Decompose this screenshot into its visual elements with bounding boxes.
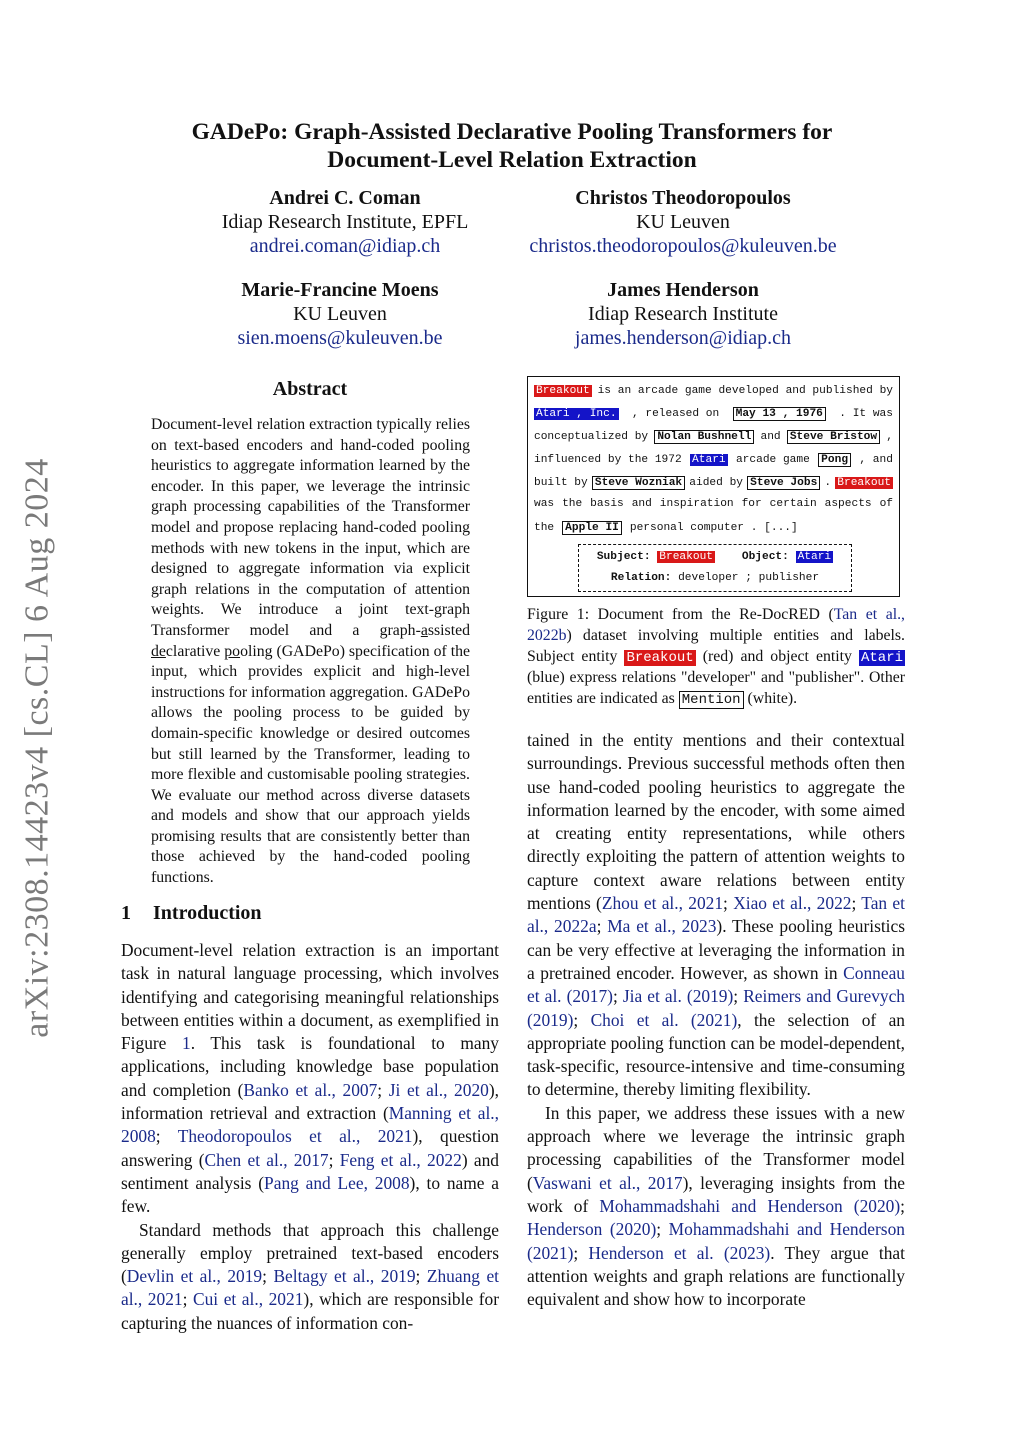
author-name: Marie-Francine Moens [241, 279, 439, 301]
paper-title [120, 118, 904, 174]
text: , the selection of an appropriate pooling function can be model-dependent, task-specific, resource-intensive and time-consuming to determine, thereby limiting flexibility. [527, 1009, 905, 1100]
text: In this paper, we address these issues with a new approach where we leverage the intrinsic graph processing capabilities of the Transformer model ( [527, 1102, 905, 1193]
author-block-coman [200, 186, 490, 258]
text: Document-level relation extraction is an important task in natural language processing, which involves identifying and categorising meaningful relationships between entities within a document, as exemplified in Figure [121, 940, 499, 1054]
entity-mention: Nolan Bushnell [654, 430, 754, 444]
figure-text: . [824, 477, 832, 489]
figure-text: influenced by the 1972 [534, 454, 682, 466]
caption-mention-entity: Mention [679, 691, 744, 709]
figure-text: aided by [689, 477, 743, 489]
text: ; [262, 1266, 274, 1287]
text: ; [656, 1219, 669, 1240]
text: Standard methods that approach this challenge generally employ pretrained text-based encoders ( [121, 1219, 499, 1287]
author-email[interactable]: christos.theodoropoulos@kuleuven.be [529, 235, 837, 257]
figure-text: , released on [631, 408, 720, 420]
author-email[interactable]: james.henderson@idiap.ch [574, 327, 792, 349]
figure-1-caption [527, 605, 905, 711]
figure-text: is an arcade game developed and published by [597, 385, 893, 397]
citation-link[interactable]: Ji et al., 2020 [388, 1079, 489, 1100]
text: ), to name a few. [121, 1172, 499, 1217]
figure-text: and [760, 431, 781, 443]
abstract-part: Document-level relation extraction typically relies on text-based encoders and hand-coded pooling heuristics to aggregate information learned by the encoder. In this paper, we leverage the intrinsic graph processing capabilities of the Transformer model and propose replacing hand-coded pooling methods with new tokens in the input, which are designed to aggregate information via explicit graph relations in the computation of attention weights. We introduce a joint text-graph Transformer model and a [151, 416, 470, 639]
author-email[interactable]: sien.moens@kuleuven.be [237, 327, 443, 349]
author-block-theodoropoulos [510, 186, 856, 258]
figure-text: personal computer . [...] [629, 522, 798, 534]
acronym-rest: raph- [387, 621, 421, 639]
text: ). These pooling heuristics can be very effective at leveraging the information in a pretrained encoder. However, as shown in [527, 916, 905, 983]
figure-text: arcade game [735, 454, 810, 466]
acronym-letter: g [379, 621, 388, 639]
author-name: Christos Theodoropoulos [575, 187, 791, 209]
citation-link[interactable]: Feng et al., 2022 [339, 1149, 462, 1170]
text: Figure 1: Document from the Re-DocRED ( [527, 606, 834, 623]
figure-text: , [886, 431, 893, 443]
text: ; [182, 1289, 193, 1310]
text: ; [573, 1242, 589, 1263]
author-affiliation: KU Leuven [636, 211, 730, 233]
figure-1-document-box [527, 376, 900, 597]
entity-mention: Steve Jobs [747, 476, 820, 490]
text: ; [851, 893, 862, 914]
text: (red) and object entity [695, 647, 859, 665]
figure-text: . It was [839, 408, 893, 420]
author-email[interactable]: andrei.coman@idiap.ch [249, 235, 441, 257]
arxiv-id: arXiv:2308.14423v4 [cs.CL] 6 Aug 2024 [19, 457, 57, 1038]
citation-link[interactable]: Tan et al., 2022a [527, 893, 905, 937]
intro-paragraph-2-continued [527, 729, 905, 1102]
citation-link[interactable]: Pang and Lee, 2008 [264, 1172, 410, 1193]
figure-line-3 [534, 430, 893, 444]
citation-link[interactable]: Reimers and Gurevych (2019) [527, 986, 905, 1030]
text: (blue) express relations "developer" and "publisher". Other entities are indicated as [527, 669, 905, 708]
intro-paragraph-1 [121, 939, 499, 1219]
citation-link[interactable]: Devlin et al., 2019 [126, 1266, 263, 1287]
caption-subject-entity: Breakout [626, 649, 694, 666]
text: . They argue that attention weights and graph relations are functionally equivalent and show how to incorporate [527, 1242, 905, 1310]
abstract-part: (GADePo) specification of the input, which provides explicit and high-level instructions for information aggregation. GADePo allows the pooling process to be guided by domain-specific knowledge or desired outcomes but still learned by the Transformer, leading to more flexible and customisable pooling strategies. We evaluate our method across diverse datasets and models and show that our approach yields promising results that are consistently better than those achieved by the hand-coded pooling functions. [151, 642, 470, 887]
abstract-text [151, 415, 470, 889]
figure-line-4 [534, 453, 893, 467]
section-number: 1 [121, 902, 131, 924]
intro-paragraph-3 [527, 1102, 905, 1312]
right-column-body [527, 729, 905, 1311]
citation-link[interactable]: Cui et al., 2021 [193, 1289, 304, 1310]
text: ; [596, 916, 608, 937]
citation-link[interactable]: Ma et al., 2023 [607, 916, 717, 937]
acronym-rest: ssisted [427, 621, 470, 639]
relation-summary-box [578, 544, 852, 592]
text: ), question answering ( [121, 1126, 499, 1170]
title-line-1: GADePo: Graph-Assisted Declarative Pooling Transformers for [191, 119, 833, 145]
author-block-moens [200, 278, 480, 350]
figure-line-6 [534, 498, 893, 510]
section-heading-introduction [121, 902, 262, 925]
text: ), which are responsible for capturing the nuances of information con- [121, 1289, 500, 1333]
text: ; [328, 1149, 340, 1170]
text: tained in the entity mentions and their contextual surroundings. Previous successful methods often then use hand-coded pooling heuristics to aggregate the information learned by the encoder, with some aimed at creating entity representations, while others directly exploiting the pattern of attention weights to capture context aware relations between entity mentions ( [527, 730, 905, 914]
figure-text: built by [534, 477, 588, 489]
relation-value: developer ; publisher [678, 572, 820, 584]
citation-link[interactable]: Banko et al., 2007 [243, 1079, 378, 1100]
acronym-rest: clarative [165, 642, 225, 660]
entity-mention: Steve Bristow [787, 430, 880, 444]
text: ; [377, 1079, 389, 1100]
author-affiliation: Idiap Research Institute [588, 303, 778, 325]
acronym-letter: de [151, 642, 166, 660]
citation-link[interactable]: Theodoropoulos et al., 2021 [177, 1126, 413, 1147]
citation-link[interactable]: Vaswani et al., 2017 [532, 1172, 683, 1193]
subject-label: Subject: [596, 551, 651, 563]
citation-link[interactable]: Xiao et al., 2022 [733, 893, 852, 914]
section-title: Introduction [153, 902, 262, 924]
text: ) dataset involving multiple entities and labels. Subject entity [527, 626, 905, 665]
citation-link[interactable]: Zhou et al., 2021 [601, 893, 724, 914]
citation-link[interactable]: Zhuang et al., 2021 [121, 1266, 499, 1310]
left-column-body [121, 939, 499, 1335]
entity-subject: Breakout [837, 477, 891, 489]
figure-line-2 [534, 407, 893, 421]
figure-text: the [534, 522, 555, 534]
figure-text: conceptualized by [534, 431, 649, 443]
acronym-letter: po [224, 642, 241, 660]
author-affiliation: KU Leuven [293, 303, 387, 325]
citation-link[interactable]: Manning et al., 2008 [121, 1103, 499, 1147]
citation-link[interactable]: Jia et al. (2019) [622, 986, 734, 1007]
acronym-rest: oling [240, 642, 273, 660]
text: ; [733, 986, 744, 1007]
acronym-letter: a [420, 621, 428, 639]
object-label: Object: [741, 551, 789, 563]
text: ) and sentiment analysis ( [121, 1149, 499, 1193]
citation-link[interactable]: Choi et al. (2021) [590, 1009, 738, 1030]
figure-line-7 [534, 521, 893, 535]
entity-subject: Breakout [536, 385, 590, 397]
text: ; [573, 1009, 591, 1030]
object-value: Atari [797, 551, 832, 563]
citation-link[interactable]: Conneau et al. (2017) [527, 962, 905, 1007]
text: ), leveraging insights from the work of [527, 1172, 906, 1216]
citation-link[interactable]: Beltagy et al., 2019 [273, 1266, 416, 1287]
figure-text: , and [859, 454, 893, 466]
entity-mention: Steve Wozniak [592, 476, 685, 490]
author-block-henderson [543, 278, 823, 350]
citation-link[interactable]: Henderson et al. (2023) [588, 1242, 771, 1263]
abstract-heading: Abstract [272, 378, 348, 400]
figure-line-5 [534, 476, 893, 490]
citation-link[interactable]: Chen et al., 2017 [204, 1149, 329, 1170]
text: (white). [743, 690, 798, 708]
text: ; [612, 986, 623, 1007]
author-affiliation: Idiap Research Institute, EPFL [221, 211, 469, 233]
figure-ref-link[interactable]: 1 [182, 1033, 191, 1054]
subject-object-row [579, 551, 851, 563]
entity-mention: Apple II [562, 521, 622, 535]
text: . This task is foundational to many applications, including knowledge base population and completion ( [121, 1033, 499, 1100]
text: ; [155, 1126, 178, 1147]
entity-mention: May 13 , 1976 [733, 407, 826, 421]
citation-link[interactable]: Henderson (2020) [527, 1219, 657, 1240]
figure-line-1 [534, 385, 893, 397]
entity-mention: Pong [818, 453, 851, 467]
relation-row [579, 572, 851, 584]
figure-text: was the basis and inspiration for certain aspects of [534, 498, 893, 510]
text: ), information retrieval and extraction ( [121, 1079, 499, 1124]
text: ; [415, 1266, 427, 1287]
text: ; [900, 1195, 905, 1216]
title-line-2: Document-Level Relation Extraction [327, 147, 697, 173]
caption-object-entity: Atari [860, 649, 903, 666]
intro-paragraph-2 [121, 1219, 499, 1335]
relation-label: Relation: [610, 572, 672, 584]
author-name: Andrei C. Coman [269, 187, 421, 209]
author-name: James Henderson [607, 279, 759, 301]
entity-object: Atari [692, 454, 726, 466]
arxiv-stamp [6, 455, 70, 1040]
citation-link[interactable]: Mohammadshahi and Henderson (2020) [599, 1195, 901, 1216]
entity-object: Atari , Inc. [536, 408, 617, 420]
text: ; [723, 893, 734, 914]
citation-link[interactable]: Tan et al., 2022b [527, 606, 906, 644]
subject-value: Breakout [659, 551, 713, 563]
citation-link[interactable]: Mohammadshahi and Henderson (2021) [527, 1219, 905, 1263]
